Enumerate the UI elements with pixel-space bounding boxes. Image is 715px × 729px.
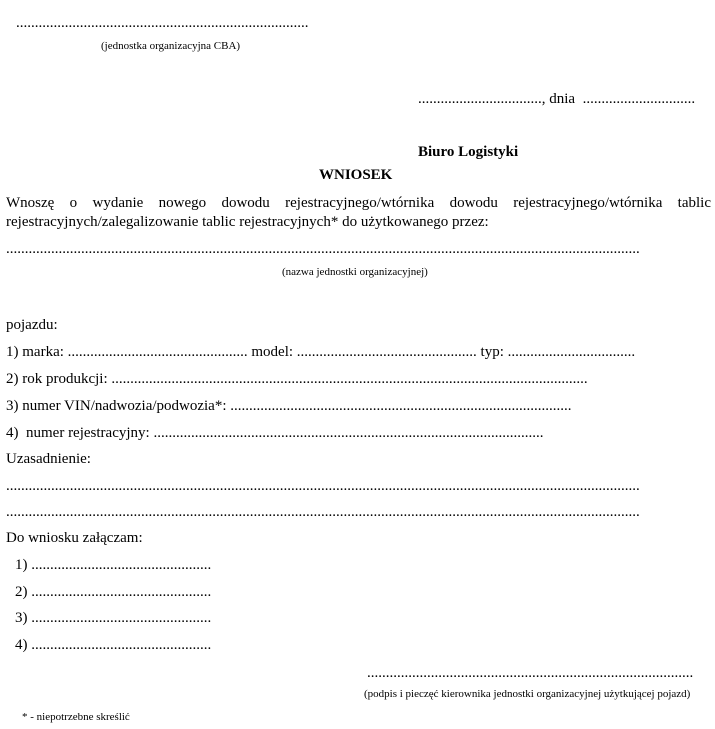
- attachment-item: 4) ................................................: [15, 637, 212, 653]
- footnote: * - niepotrzebne skreślić: [22, 711, 130, 723]
- request-text-line-1: Wnoszę o wydanie nowego dowodu rejestracyjnego/wtórnika dowodu rejestracyjnego/wtórnika tablic: [6, 195, 711, 211]
- attachment-item: 3) ................................................: [15, 610, 212, 626]
- attachment-item: 1) ................................................: [15, 557, 212, 573]
- signature-caption: (podpis i pieczęć kierownika jednostki organizacyjnej użytkującej pojazd): [364, 688, 691, 700]
- unit-dotted-line: ..............................................................................: [16, 15, 309, 31]
- attachments-heading: Do wniosku załączam:: [6, 530, 143, 546]
- org-name-dotted-line: .........................................................................................................................................................................: [6, 241, 640, 257]
- org-name-caption: (nazwa jednostki organizacyjnej): [282, 266, 428, 278]
- place-date-line: ................................., dnia ..............................: [418, 91, 696, 107]
- justification-heading: Uzasadnienie:: [6, 451, 91, 467]
- document-title: WNIOSEK: [319, 167, 393, 183]
- justification-dotted-line: .........................................................................................................................................................................: [6, 504, 640, 520]
- addressee: Biuro Logistyki: [418, 144, 519, 160]
- justification-dotted-line: .........................................................................................................................................................................: [6, 478, 640, 494]
- vehicle-item-make-model-type: 1) marka: ................................................ model: ................................................ typ: ..................................: [6, 344, 636, 360]
- vehicle-item-vin: 3) numer VIN/nadwozia/podwozia*: ...........................................................................................: [6, 398, 572, 414]
- unit-caption: (jednostka organizacyjna CBA): [101, 40, 241, 52]
- vehicle-item-registration-number: 4) numer rejestracyjny: ........................................................................................................: [6, 425, 544, 441]
- request-text-line-2: rejestracyjnych/zalegalizowanie tablic rejestracyjnych* do użytkowanego przez:: [6, 214, 489, 230]
- vehicle-heading: pojazdu:: [6, 317, 58, 333]
- attachment-item: 2) ................................................: [15, 584, 212, 600]
- vehicle-item-production-year: 2) rok produkcji: ...............................................................................................................................: [6, 371, 588, 387]
- signature-dotted-line: .......................................................................................: [367, 665, 694, 681]
